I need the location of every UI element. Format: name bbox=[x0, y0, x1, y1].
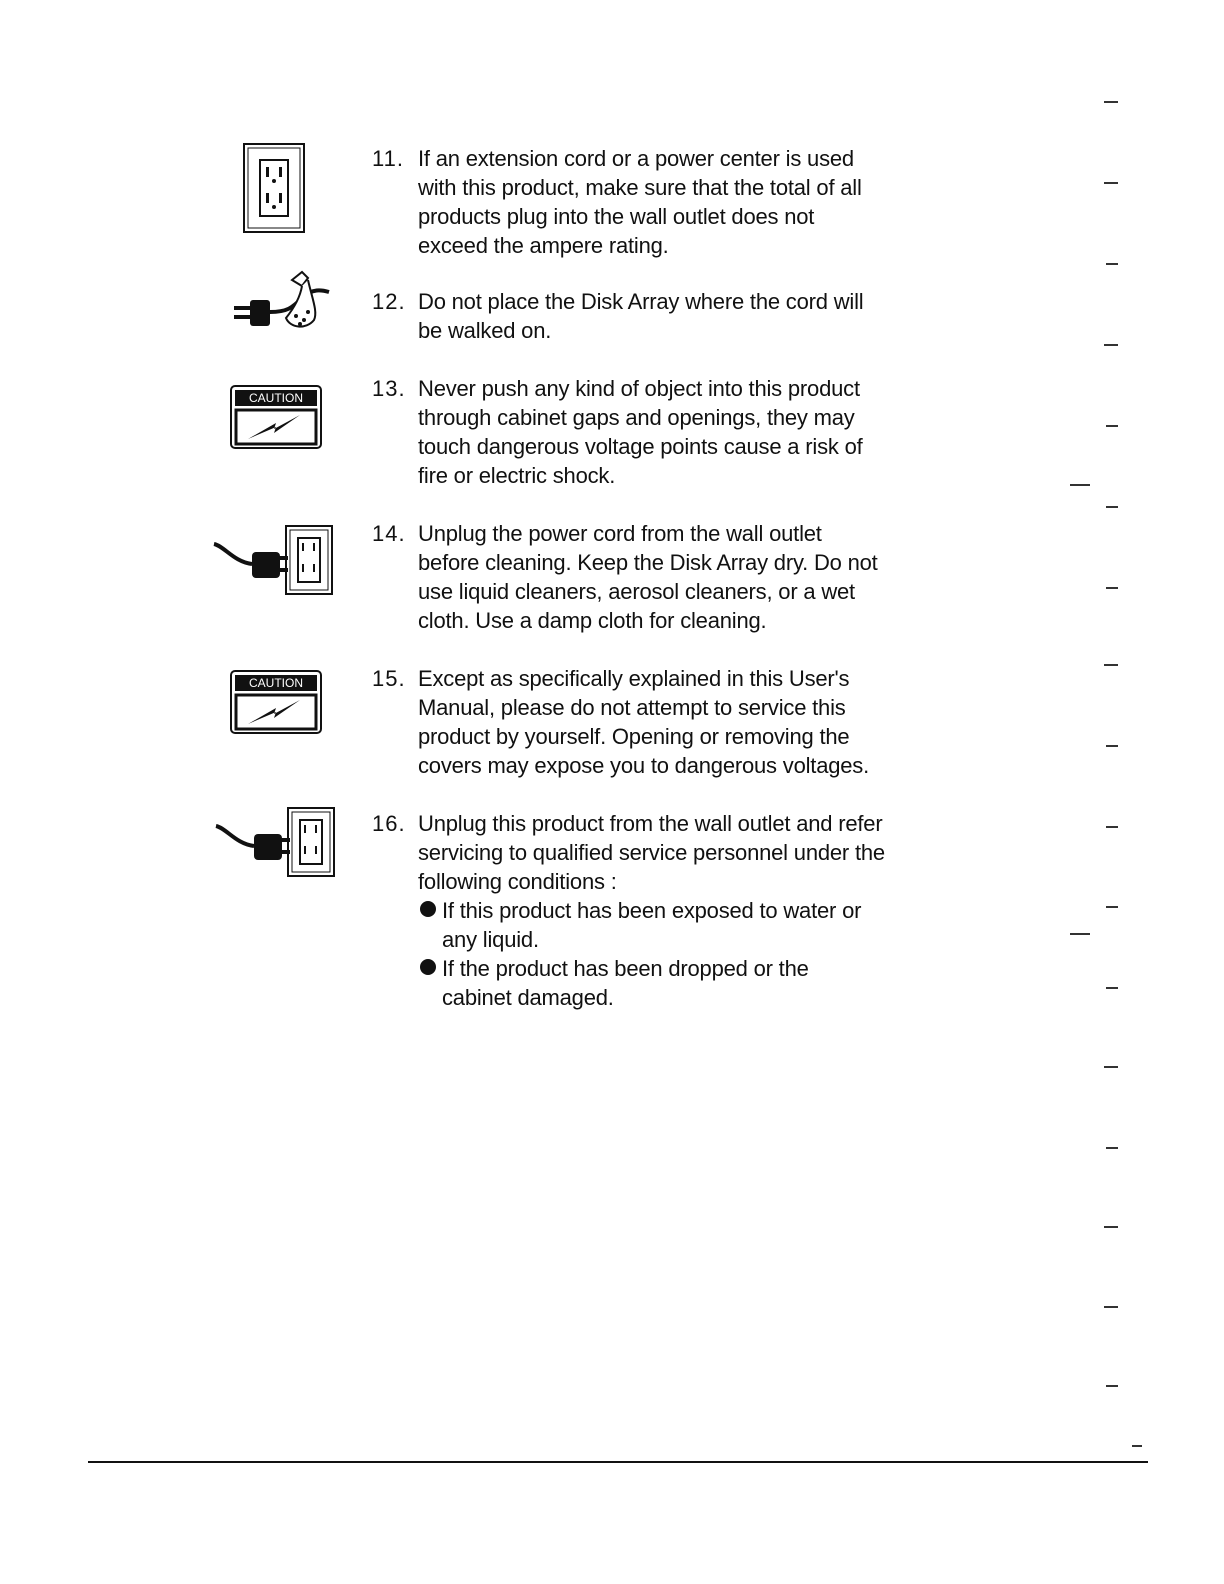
wall-outlet-icon bbox=[243, 143, 305, 233]
item-text: Unplug the power cord from the wall outlet before cleaning. Keep the Disk Array dry. Do not use liquid cleaners, aerosol cleaners, or a wet cloth. Use a damp cloth for cleaning. bbox=[418, 521, 878, 633]
item-text: Except as specifically explained in this User's Manual, please do not attempt to service this product by yourself. Opening or removing the covers may expose you to dangerous voltages. bbox=[418, 666, 870, 778]
plug-cord-foot-icon bbox=[232, 268, 332, 336]
item-number: 11. bbox=[372, 146, 404, 171]
caution-label: CAUTION bbox=[249, 676, 303, 690]
item-number: 13. bbox=[372, 376, 406, 401]
item-number: 15. bbox=[372, 666, 406, 691]
item-text: Never push any kind of object into this product through cabinet gaps and openings, they may touch dangerous voltage points cause a risk of fire or electric shock. bbox=[418, 376, 863, 488]
bullet-item: If the product has been dropped or the cabinet damaged. bbox=[418, 954, 978, 1012]
item-text: Unplug this product from the wall outlet and refer servicing to qualified service personnel under the following conditions : If this product has been exposed to water or any liquid. If the product has been dropped or the cabinet damaged. bbox=[418, 809, 978, 1012]
item-number: 12. bbox=[372, 289, 406, 314]
item-number: 16. bbox=[372, 811, 406, 836]
bullet-icon bbox=[420, 901, 436, 917]
unplug-outlet-icon bbox=[214, 806, 338, 878]
item-number: 14. bbox=[372, 521, 406, 546]
footer-rule bbox=[88, 1461, 1148, 1463]
bullet-item: If this product has been exposed to water or any liquid. bbox=[418, 896, 978, 954]
item-text: If an extension cord or a power center is used with this product, make sure that the total of all products plug into the wall outlet does not exceed the ampere rating. bbox=[418, 146, 862, 258]
caution-lightning-icon bbox=[230, 670, 322, 734]
caution-lightning-icon bbox=[230, 385, 322, 449]
bullet-icon bbox=[420, 959, 436, 975]
item-text: Do not place the Disk Array where the cord will be walked on. bbox=[418, 289, 864, 343]
caution-label: CAUTION bbox=[249, 391, 303, 405]
unplug-outlet-icon bbox=[212, 524, 336, 596]
